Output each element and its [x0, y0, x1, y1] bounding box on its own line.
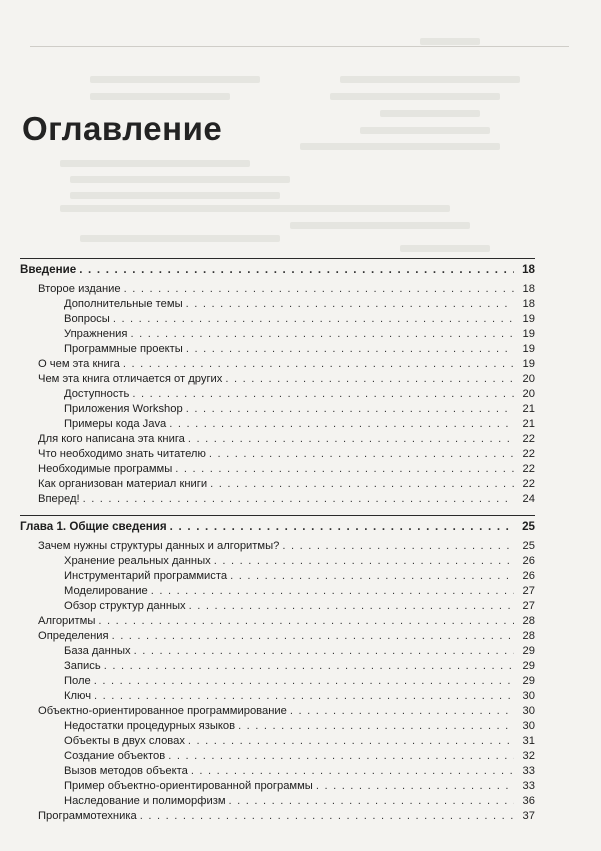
toc-entry[interactable]: [20, 312, 535, 327]
toc-entry-title: Приложения Workshop: [64, 403, 183, 415]
toc-entry-page: 19: [522, 343, 535, 355]
toc-entry-page: 20: [522, 373, 535, 385]
toc-entry-title: Зачем нужны структуры данных и алгоритмы?: [38, 540, 280, 552]
toc-entry[interactable]: [20, 764, 535, 779]
toc-entry-title: Пример объектно-ориентированной программы: [64, 780, 313, 792]
toc-entry[interactable]: [20, 704, 535, 719]
toc-entry-page: 22: [522, 463, 535, 475]
toc-entry-title: Ключ: [64, 690, 92, 702]
toc-entry-page: 31: [522, 735, 535, 747]
dot-leader: [214, 554, 514, 569]
toc-entry[interactable]: [20, 417, 535, 432]
toc-entry-title: Обзор структур данных: [64, 600, 186, 612]
toc-entry-page: 30: [522, 690, 535, 702]
toc-entry-page: 18: [522, 263, 535, 276]
dot-leader: [188, 734, 514, 749]
toc-entry[interactable]: [20, 749, 535, 764]
dot-leader: [188, 432, 514, 447]
dot-leader: [191, 764, 514, 779]
toc-entry-page: 21: [522, 403, 535, 415]
dot-leader: [79, 262, 514, 277]
toc-entry[interactable]: [20, 554, 535, 569]
toc-entry-page: 27: [522, 600, 535, 612]
toc-entry-page: 22: [522, 433, 535, 445]
toc-entry-title: Доступность: [64, 388, 130, 400]
dot-leader: [238, 719, 514, 734]
dot-leader: [134, 644, 514, 659]
page-title: Оглавление: [22, 110, 223, 147]
toc-entry-title: Программотехника: [38, 810, 137, 822]
dot-leader: [94, 689, 514, 704]
dot-leader: [104, 659, 514, 674]
toc-entry-title: Моделирование: [64, 585, 148, 597]
dot-leader: [189, 599, 514, 614]
toc-entry-title: Примеры кода Java: [64, 418, 167, 430]
toc-entry[interactable]: [20, 674, 535, 689]
toc-entry-title: О чем эта книга: [38, 358, 120, 370]
toc-entry[interactable]: [20, 372, 535, 387]
section-divider: [20, 515, 535, 516]
toc-entry[interactable]: [20, 297, 535, 312]
dot-leader: [98, 614, 514, 629]
toc-entry-title: Чем эта книга отличается от других: [38, 373, 223, 385]
dot-leader: [186, 402, 514, 417]
toc-entry[interactable]: [20, 719, 535, 734]
toc-entry-title: Глава 1. Общие сведения: [20, 520, 167, 533]
toc-entry-page: 26: [522, 555, 535, 567]
toc-entry[interactable]: [20, 462, 535, 477]
toc-section-chapter-1: [20, 519, 535, 824]
toc-entry-title: Для кого написана эта книга: [38, 433, 185, 445]
dot-leader: [229, 794, 514, 809]
dot-leader: [132, 387, 514, 402]
section-divider: [20, 258, 535, 259]
toc-entry[interactable]: [20, 584, 535, 599]
toc-entry-title: Объекты в двух словах: [64, 735, 185, 747]
dot-leader: [123, 357, 514, 372]
dot-leader: [112, 629, 514, 644]
toc-entry-page: 30: [522, 705, 535, 717]
dot-leader: [83, 492, 514, 507]
toc-entry[interactable]: [20, 357, 535, 372]
toc-entry[interactable]: [20, 794, 535, 809]
toc-entry-page: 18: [522, 283, 535, 295]
dot-leader: [210, 477, 514, 492]
toc-entry-page: 22: [522, 478, 535, 490]
toc-entry-page: 29: [522, 645, 535, 657]
toc-heading-chapter-1[interactable]: [20, 519, 535, 534]
toc-entry-page: 37: [522, 810, 535, 822]
toc-entry-page: 20: [522, 388, 535, 400]
toc-entry-title: Поле: [64, 675, 91, 687]
toc-entry-page: 19: [522, 358, 535, 370]
toc-entry-title: Создание объектов: [64, 750, 166, 762]
toc-section-intro: [20, 262, 535, 507]
toc-entry[interactable]: [20, 387, 535, 402]
toc-entry-title: Как организован материал книги: [38, 478, 208, 490]
dot-leader: [316, 779, 514, 794]
toc-entry[interactable]: [20, 402, 535, 417]
dot-leader: [113, 312, 514, 327]
toc-entry-title: Вперед!: [38, 493, 80, 505]
dot-leader: [186, 297, 514, 312]
toc-entry-page: 22: [522, 448, 535, 460]
toc-entry-page: 25: [522, 540, 535, 552]
toc-entry-page: 18: [522, 298, 535, 310]
toc-entry-page: 26: [522, 570, 535, 582]
toc-entry[interactable]: [20, 659, 535, 674]
dot-leader: [170, 519, 514, 534]
dot-leader: [124, 282, 514, 297]
dot-leader: [94, 674, 514, 689]
toc-entry[interactable]: [20, 432, 535, 447]
toc-entry-title: Объектно-ориентированное программирование: [38, 705, 287, 717]
toc-entry[interactable]: [20, 629, 535, 644]
toc-entry-title: Наследование и полиморфизм: [64, 795, 226, 807]
toc-entry-title: База данных: [64, 645, 131, 657]
toc-entry[interactable]: [20, 539, 535, 554]
toc-entry-page: 29: [522, 660, 535, 672]
toc-entry-title: Вызов методов объекта: [64, 765, 188, 777]
toc-entry-page: 19: [522, 328, 535, 340]
toc-entry[interactable]: [20, 447, 535, 462]
dot-leader: [282, 539, 514, 554]
dot-leader: [290, 704, 514, 719]
toc-entry-title: Что необходимо знать читателю: [38, 448, 206, 460]
dot-leader: [186, 342, 514, 357]
dot-leader: [169, 417, 514, 432]
dot-leader: [151, 584, 514, 599]
toc-entry[interactable]: [20, 809, 535, 824]
toc-entry-page: 24: [522, 493, 535, 505]
toc-entry-title: Второе издание: [38, 283, 121, 295]
dot-leader: [209, 447, 514, 462]
toc-entry-title: Алгоритмы: [38, 615, 96, 627]
toc-entry[interactable]: [20, 477, 535, 492]
dot-leader: [230, 569, 514, 584]
toc-entry[interactable]: [20, 569, 535, 584]
toc-entry-page: 33: [522, 765, 535, 777]
toc-entry-title: Определения: [38, 630, 109, 642]
dot-leader: [140, 809, 514, 824]
header-rule: [30, 46, 569, 47]
toc-entry[interactable]: [20, 282, 535, 297]
toc-entry[interactable]: [20, 599, 535, 614]
toc-entry[interactable]: [20, 689, 535, 704]
toc-entry[interactable]: [20, 644, 535, 659]
toc-entry-page: 36: [522, 795, 535, 807]
toc-entry-title: Упражнения: [64, 328, 128, 340]
dot-leader: [130, 327, 514, 342]
toc-entry-title: Дополнительные темы: [64, 298, 183, 310]
toc-entry-page: 25: [522, 520, 535, 533]
toc-entry-page: 27: [522, 585, 535, 597]
toc-entry[interactable]: [20, 779, 535, 794]
toc-entry[interactable]: [20, 342, 535, 357]
toc-entry-title: Необходимые программы: [38, 463, 173, 475]
toc-entry[interactable]: [20, 734, 535, 749]
toc-entry-page: 21: [522, 418, 535, 430]
toc-entry[interactable]: [20, 492, 535, 507]
toc-entry[interactable]: [20, 327, 535, 342]
toc-heading-intro[interactable]: [20, 262, 535, 277]
dot-leader: [175, 462, 514, 477]
dot-leader: [168, 749, 514, 764]
toc-entry-page: 28: [522, 615, 535, 627]
dot-leader: [225, 372, 514, 387]
toc-entry-title: Вопросы: [64, 313, 110, 325]
toc-entry-title: Инструментарий программиста: [64, 570, 228, 582]
toc-entry-page: 19: [522, 313, 535, 325]
toc-entry-page: 30: [522, 720, 535, 732]
toc-entry-page: 29: [522, 675, 535, 687]
toc-entry-page: 33: [522, 780, 535, 792]
toc-entry[interactable]: [20, 614, 535, 629]
toc-entry-title: Запись: [64, 660, 101, 672]
table-of-contents: [20, 258, 535, 824]
toc-entry-title: Хранение реальных данных: [64, 555, 211, 567]
toc-entry-title: Введение: [20, 263, 77, 276]
toc-entry-page: 32: [522, 750, 535, 762]
toc-entry-title: Недостатки процедурных языков: [64, 720, 236, 732]
toc-entry-title: Программные проекты: [64, 343, 183, 355]
toc-entry-page: 28: [522, 630, 535, 642]
